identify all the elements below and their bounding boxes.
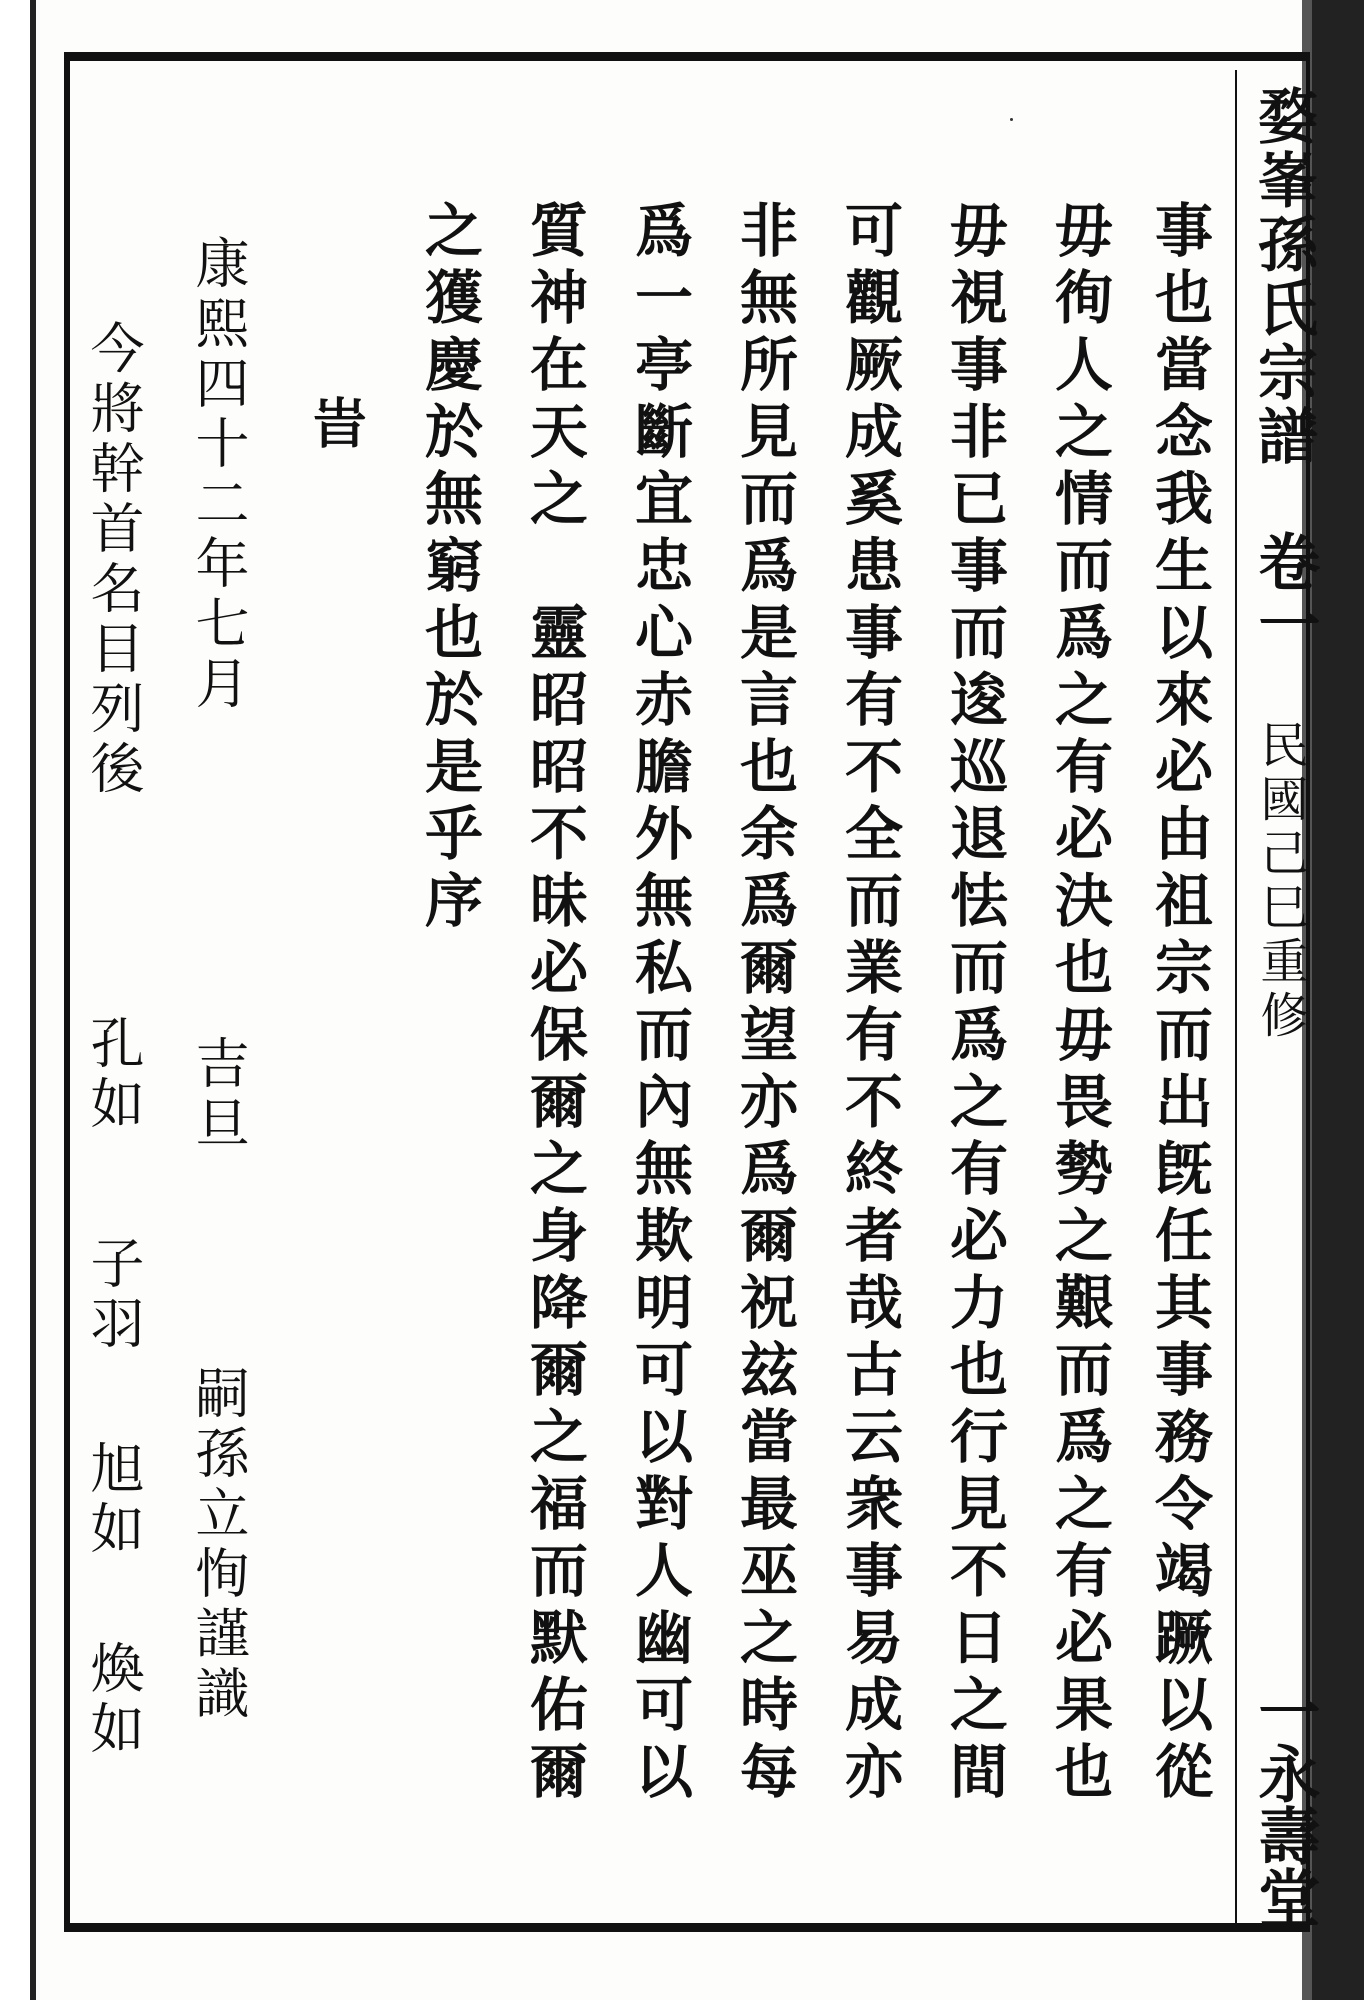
body-column-6: 爲一亭斷宜忠心赤膽外無私而內無欺明可以對人幽可以: [625, 200, 693, 1808]
body-column-2: 毋徇人之情而爲之有必決也毋畏勢之艱而爲之有必果也: [1045, 200, 1113, 1808]
ink-speck: [1010, 118, 1013, 121]
list-item-name: 煥如: [82, 1640, 145, 1760]
banner-volume: 卷一: [1248, 530, 1321, 654]
banner-title: 婺峯孫氏宗譜: [1248, 85, 1318, 469]
body-column-4: 可觀厥成奚患事有不全而業有不終者哉古云衆事易成亦: [835, 200, 903, 1808]
body-column-7: 質神在天之 靈昭昭不昧必保爾之身降爾之福而默佑爾: [520, 200, 588, 1808]
signature-marker: 旹: [304, 395, 368, 455]
signature-author: 嗣孫立恂謹識: [187, 1365, 250, 1725]
list-item-name: 子羽: [82, 1235, 145, 1355]
body-column-5: 非無所見而爲是言也余爲爾望亦爲爾祝玆當最巫之時每: [730, 200, 798, 1808]
body-column-1: 事也當念我生以來必由祖宗而出旣任其事務令竭蹶以從: [1145, 200, 1213, 1808]
banner-edition: 民國己巳重修: [1252, 720, 1308, 1044]
page-left-binding: [30, 0, 36, 2000]
body-column-8: 之獲慶於無窮也於是乎序: [415, 200, 483, 937]
banner-hall-name: 一永壽堂: [1248, 1680, 1321, 1928]
body-column-3: 毋視事非已事而逡巡退怯而爲之有必力也行見不日之間: [940, 200, 1008, 1808]
banner-separator: [1235, 70, 1237, 1930]
signature-day: 吉旦: [187, 1035, 250, 1155]
list-heading: 今將幹首名目列後: [82, 320, 145, 800]
list-item-name: 旭如: [82, 1440, 145, 1560]
list-item-name: 孔如: [82, 1015, 145, 1135]
page-left-edge: [0, 0, 32, 2000]
signature-date: 康熙四十二年七月: [187, 235, 250, 715]
